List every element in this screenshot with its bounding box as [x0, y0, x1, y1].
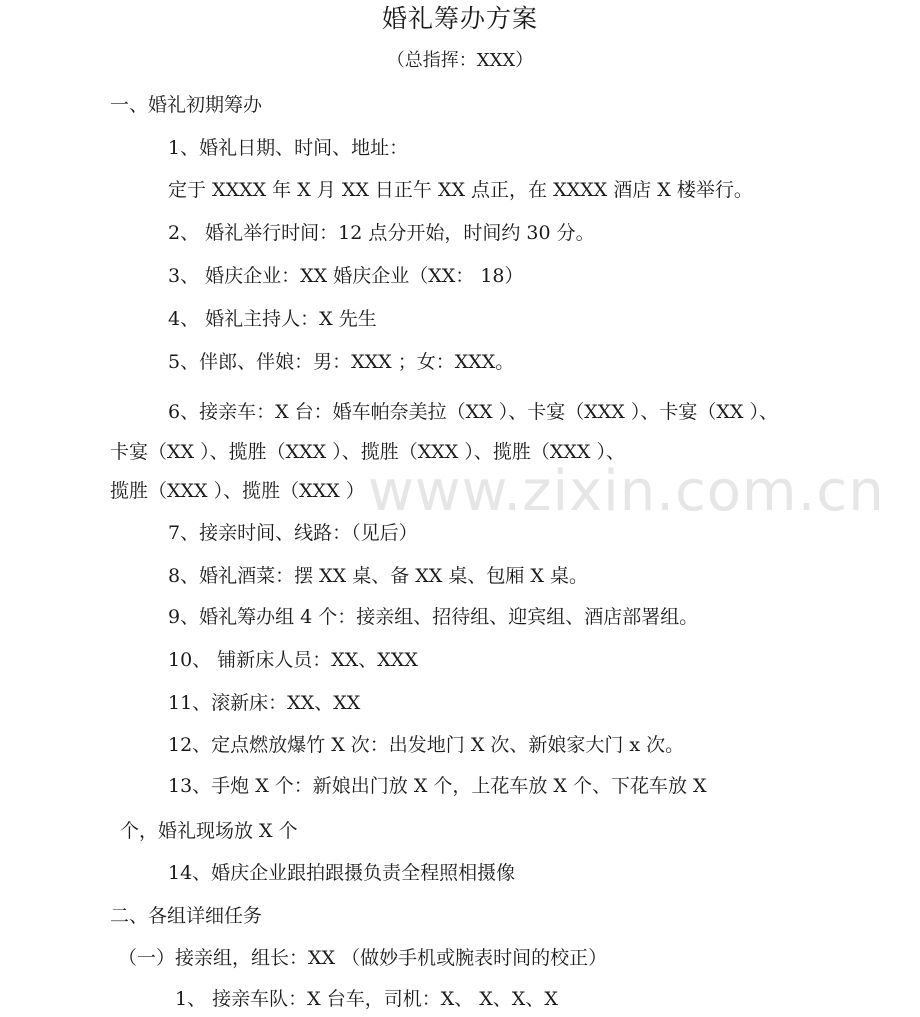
item-9: 9、婚礼筹办组 4 个：接亲组、招待组、迎宾组、酒店部署组。	[168, 606, 699, 628]
group-1-heading: （一）接亲组，组长：XX （做妙手机或腕表时间的校正）	[118, 947, 608, 969]
item-6-line-2: 卡宴（XX ）、揽胜（XXX ）、揽胜（XXX ）、揽胜（XXX ）、	[110, 441, 625, 463]
item-14: 14、婚庆企业跟拍跟摄负责全程照相摄像	[168, 862, 516, 884]
item-11: 11、滚新床：XX、XX	[168, 692, 361, 714]
watermark-text: www.zixin.com.cn	[368, 459, 885, 524]
item-7: 7、接亲时间、线路：（见后）	[168, 522, 418, 544]
item-5: 5、伴郎、伴娘：男：XXX ；女：XXX。	[168, 351, 515, 373]
document-subtitle: （总指挥：XXX）	[386, 50, 534, 71]
group-1-item-1: 1、 接亲车队：X 台车，司机：X、 X、X、X	[175, 988, 558, 1010]
section-1-heading: 一、婚礼初期筹办	[110, 94, 263, 116]
item-13-line-1: 13、手炮 X 个：新娘出门放 X 个，上花车放 X 个、下花车放 X	[168, 775, 707, 797]
section-2-heading: 二、各组详细任务	[110, 905, 263, 927]
document-title: 婚礼筹办方案	[381, 4, 538, 33]
item-3: 3、 婚庆企业：XX 婚庆企业（XX： 18）	[168, 265, 524, 287]
item-4: 4、 婚礼主持人：X 先生	[168, 308, 377, 330]
item-6-line-1: 6、接亲车：X 台：婚车帕奈美拉（XX ）、卡宴（XXX ）、卡宴（XX ）、	[168, 401, 778, 423]
item-8: 8、婚礼酒菜：摆 XX 桌、备 XX 桌、包厢 X 桌。	[168, 565, 588, 587]
item-12: 12、定点燃放爆竹 X 次：出发地门 X 次、新娘家大门 x 次。	[168, 734, 685, 756]
item-1: 1、婚礼日期、时间、地址：	[168, 137, 409, 159]
item-6-line-3: 揽胜（XXX ）、揽胜（XXX ）	[110, 480, 365, 502]
item-2: 2、 婚礼举行时间：12 点分开始，时间约 30 分。	[168, 222, 595, 244]
item-1-detail: 定于 XXXX 年 X 月 XX 日正午 XX 点正，在 XXXX 酒店 X 楼举行。	[168, 179, 753, 201]
item-13-line-2: 个，婚礼现场放 X 个	[120, 820, 298, 842]
item-10: 10、 铺新床人员：XX、XXX	[168, 649, 418, 671]
